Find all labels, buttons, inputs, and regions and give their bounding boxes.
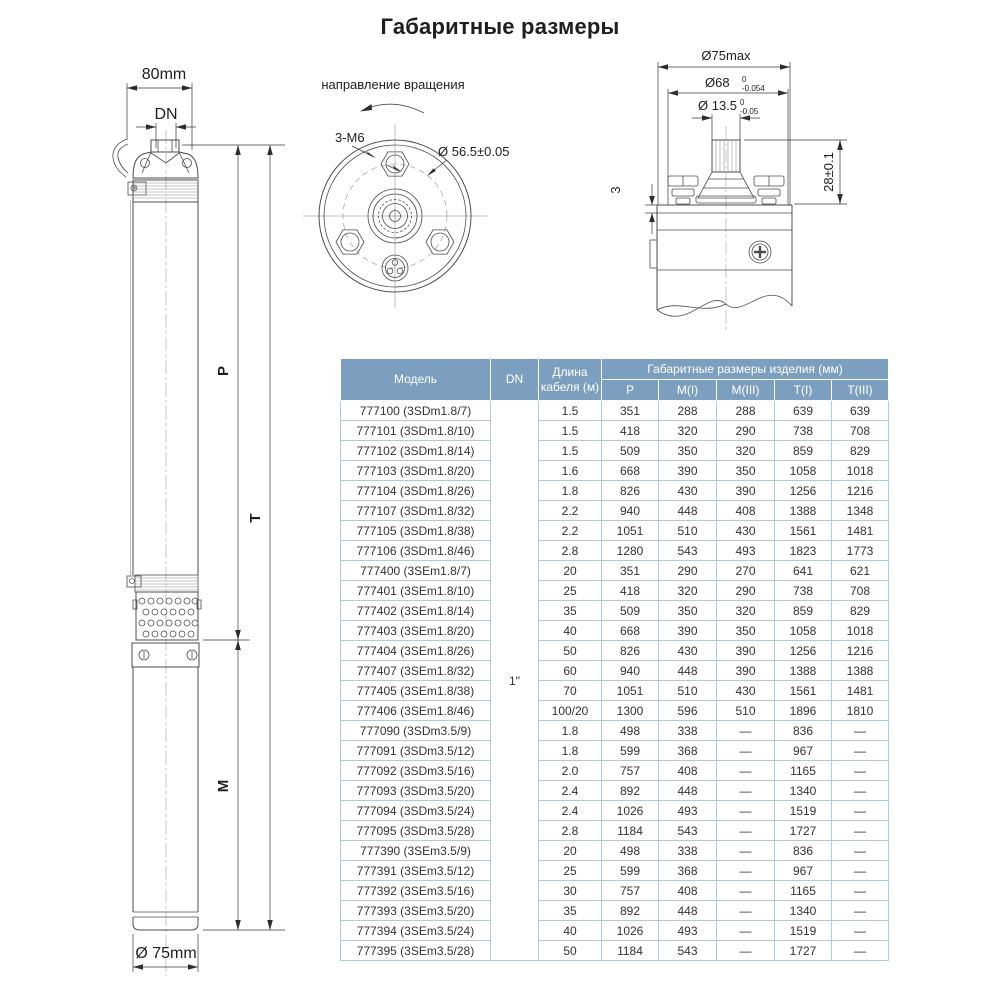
dim-t1-cell: 738	[775, 421, 832, 441]
dim-t1-cell: 1727	[775, 941, 832, 961]
dim-m1-cell: 430	[659, 641, 717, 661]
dim-t3-cell: 1388	[832, 661, 889, 681]
table-row	[341, 901, 889, 921]
header-p: P	[602, 380, 659, 401]
rotation-direction-label: направление вращения	[321, 77, 465, 92]
header-t3: T(III)	[832, 380, 889, 401]
dim-label-diameter-75mm: Ø 75mm	[135, 945, 197, 962]
dim-m1-cell: 596	[659, 701, 717, 721]
dim-m1-cell: 390	[659, 621, 717, 641]
dim-label-d68-tol-bottom: -0.054	[742, 84, 765, 93]
header-dn: DN	[491, 359, 539, 401]
dim-m1-cell: 338	[659, 841, 717, 861]
dim-label-3m6: 3-M6	[335, 130, 365, 145]
dim-t1-cell: 1519	[775, 801, 832, 821]
dim-t3-cell: —	[832, 761, 889, 781]
phillips-screw	[749, 241, 771, 263]
dim-m3-cell: 290	[717, 581, 775, 601]
cable-length-cell: 2.0	[539, 761, 602, 781]
dim-t1-cell: 1388	[775, 501, 832, 521]
model-cell: 777406 (3SEm1.8/46)	[341, 701, 491, 721]
dim-t1-cell: 641	[775, 561, 832, 581]
dim-p-cell: 1184	[602, 821, 659, 841]
dim-t1-cell: 967	[775, 861, 832, 881]
dim-m1-cell: 448	[659, 781, 717, 801]
dim-m1-cell: 390	[659, 461, 717, 481]
cable-length-cell: 2.2	[539, 521, 602, 541]
dim-t3-cell: 708	[832, 581, 889, 601]
dim-t1-cell: 1519	[775, 921, 832, 941]
dim-p-cell: 498	[602, 841, 659, 861]
model-cell: 777102 (3SDm1.8/14)	[341, 441, 491, 461]
dim-m1-cell: 350	[659, 441, 717, 461]
table-row	[341, 561, 889, 581]
dim-m3-cell: 390	[717, 661, 775, 681]
header-t1: T(I)	[775, 380, 832, 401]
cable-length-cell: 40	[539, 621, 602, 641]
dim-label-p: P	[215, 365, 232, 377]
cable-length-cell: 2.2	[539, 501, 602, 521]
dim-m3-cell: —	[717, 801, 775, 821]
cable-length-cell: 1.5	[539, 421, 602, 441]
dim-m3-cell: —	[717, 741, 775, 761]
dim-t3-cell: 708	[832, 421, 889, 441]
dim-t3-cell: 829	[832, 441, 889, 461]
dim-m1-cell: 448	[659, 661, 717, 681]
dim-t3-cell: 1018	[832, 461, 889, 481]
dim-p-cell: 668	[602, 461, 659, 481]
dim-m3-cell: —	[717, 921, 775, 941]
dim-p-cell: 940	[602, 501, 659, 521]
table-row	[341, 801, 889, 821]
table-row	[341, 761, 889, 781]
dim-t1-cell: 639	[775, 401, 832, 421]
table-row	[341, 541, 889, 561]
model-cell: 777402 (3SEm1.8/14)	[341, 601, 491, 621]
dim-p-cell: 1300	[602, 701, 659, 721]
dim-label-28: 28±0.1	[821, 152, 836, 192]
pump-side-view-drawing	[113, 66, 285, 976]
dim-label-flange-3: 3	[608, 186, 623, 194]
dim-m3-cell: 390	[717, 641, 775, 661]
dim-t1-cell: 859	[775, 601, 832, 621]
dim-t3-cell: —	[832, 881, 889, 901]
dim-m3-cell: —	[717, 841, 775, 861]
dim-t1-cell: 1340	[775, 781, 832, 801]
dim-m1-cell: 493	[659, 921, 717, 941]
dim-t3-cell: 1481	[832, 681, 889, 701]
table-row	[341, 681, 889, 701]
dim-p-cell: 757	[602, 881, 659, 901]
table-row	[341, 881, 889, 901]
cable-length-cell: 35	[539, 901, 602, 921]
pump-shaft-detail-drawing	[608, 48, 847, 332]
header-model: Модель	[341, 359, 491, 401]
dim-m3-cell: 350	[717, 461, 775, 481]
table-row	[341, 401, 889, 421]
dim-m1-cell: 288	[659, 401, 717, 421]
dim-t3-cell: 621	[832, 561, 889, 581]
dim-label-d135-tol-top: 0	[740, 98, 745, 107]
table-row	[341, 921, 889, 941]
model-cell: 777401 (3SEm1.8/10)	[341, 581, 491, 601]
table-row	[341, 461, 889, 481]
header-m3: M(III)	[717, 380, 775, 401]
dim-m3-cell: —	[717, 721, 775, 741]
dim-m1-cell: 350	[659, 601, 717, 621]
table-row	[341, 781, 889, 801]
cable-length-cell: 2.4	[539, 801, 602, 821]
model-cell: 777093 (3SDm3.5/20)	[341, 781, 491, 801]
dim-t1-cell: 1256	[775, 481, 832, 501]
header-dimensions-group: Габаритные размеры изделия (мм)	[602, 359, 889, 380]
table-row	[341, 841, 889, 861]
dim-p-cell: 351	[602, 561, 659, 581]
model-cell: 777394 (3SEm3.5/24)	[341, 921, 491, 941]
model-cell: 777091 (3SDm3.5/12)	[341, 741, 491, 761]
dim-m1-cell: 510	[659, 681, 717, 701]
model-cell: 777100 (3SDm1.8/7)	[341, 401, 491, 421]
table-row	[341, 421, 889, 441]
cable-length-cell: 1.6	[539, 461, 602, 481]
cable-length-cell: 2.8	[539, 821, 602, 841]
dim-t1-cell: 1561	[775, 521, 832, 541]
dim-m1-cell: 338	[659, 721, 717, 741]
cable-length-cell: 2.8	[539, 541, 602, 561]
cable-length-cell: 30	[539, 881, 602, 901]
model-cell: 777106 (3SDm1.8/46)	[341, 541, 491, 561]
dim-t3-cell: —	[832, 841, 889, 861]
table-row	[341, 821, 889, 841]
dim-m1-cell: 408	[659, 761, 717, 781]
dim-t1-cell: 1896	[775, 701, 832, 721]
table-row	[341, 721, 889, 741]
dim-label-d68-tol-top: 0	[742, 75, 747, 84]
dim-p-cell: 418	[602, 421, 659, 441]
dim-t1-cell: 836	[775, 841, 832, 861]
model-cell: 777103 (3SDm1.8/20)	[341, 461, 491, 481]
dim-t3-cell: 829	[832, 601, 889, 621]
cable-length-cell: 25	[539, 581, 602, 601]
dim-t3-cell: —	[832, 901, 889, 921]
cable-length-cell: 1.5	[539, 401, 602, 421]
dim-t3-cell: 1773	[832, 541, 889, 561]
cable-length-cell: 1.8	[539, 721, 602, 741]
dim-p-cell: 418	[602, 581, 659, 601]
dim-m1-cell: 448	[659, 901, 717, 921]
dim-t1-cell: 836	[775, 721, 832, 741]
dim-t3-cell: —	[832, 861, 889, 881]
dim-label-d75max: Ø75max	[701, 48, 751, 63]
table-row	[341, 621, 889, 641]
terminal-left	[668, 176, 698, 204]
table-row	[341, 481, 889, 501]
model-cell: 777391 (3SEm3.5/12)	[341, 861, 491, 881]
cable-length-cell: 1.8	[539, 481, 602, 501]
model-cell: 777101 (3SDm1.8/10)	[341, 421, 491, 441]
dim-p-cell: 1026	[602, 801, 659, 821]
dim-t1-cell: 1727	[775, 821, 832, 841]
dim-m1-cell: 448	[659, 501, 717, 521]
dim-label-m: M	[215, 779, 232, 793]
dim-t3-cell: 1018	[832, 621, 889, 641]
dim-t3-cell: —	[832, 821, 889, 841]
model-cell: 777403 (3SEm1.8/20)	[341, 621, 491, 641]
dim-label-t: T	[247, 513, 264, 523]
dim-m3-cell: 270	[717, 561, 775, 581]
model-cell: 777393 (3SEm3.5/20)	[341, 901, 491, 921]
dim-t1-cell: 967	[775, 741, 832, 761]
dim-m3-cell: —	[717, 901, 775, 921]
dim-t3-cell: 639	[832, 401, 889, 421]
dim-label-d68: Ø68	[705, 75, 730, 90]
dim-p-cell: 498	[602, 721, 659, 741]
dim-m3-cell: —	[717, 941, 775, 961]
cable-length-cell: 35	[539, 601, 602, 621]
dim-t1-cell: 1058	[775, 461, 832, 481]
dim-p-cell: 940	[602, 661, 659, 681]
dim-t1-cell: 1058	[775, 621, 832, 641]
dim-m3-cell: —	[717, 881, 775, 901]
dim-t3-cell: —	[832, 721, 889, 741]
dim-m1-cell: 290	[659, 561, 717, 581]
table-row	[341, 661, 889, 681]
dim-t1-cell: 1823	[775, 541, 832, 561]
dn-value-cell: 1"	[491, 401, 539, 961]
dim-p-cell: 826	[602, 481, 659, 501]
model-cell: 777105 (3SDm1.8/38)	[341, 521, 491, 541]
table-row	[341, 861, 889, 881]
dim-p-cell: 892	[602, 901, 659, 921]
dim-m1-cell: 368	[659, 741, 717, 761]
dim-m1-cell: 320	[659, 421, 717, 441]
dim-p-cell: 1051	[602, 681, 659, 701]
dim-m3-cell: —	[717, 781, 775, 801]
dim-m1-cell: 543	[659, 541, 717, 561]
bolt-hex-lower-right	[426, 230, 454, 254]
cable-length-cell: 70	[539, 681, 602, 701]
cable-length-cell: 50	[539, 941, 602, 961]
cable-length-cell: 25	[539, 861, 602, 881]
cable-length-cell: 1.8	[539, 741, 602, 761]
dim-p-cell: 599	[602, 861, 659, 881]
dim-p-cell: 1184	[602, 941, 659, 961]
dim-label-bolt-circle: Ø 56.5±0.05	[438, 144, 510, 159]
dim-p-cell: 668	[602, 621, 659, 641]
model-cell: 777092 (3SDm3.5/16)	[341, 761, 491, 781]
cable-length-cell: 1.5	[539, 441, 602, 461]
dim-m3-cell: 290	[717, 421, 775, 441]
dim-m3-cell: 288	[717, 401, 775, 421]
cable-length-cell: 40	[539, 921, 602, 941]
dim-t1-cell: 1165	[775, 761, 832, 781]
dim-t1-cell: 1256	[775, 641, 832, 661]
cable-length-cell: 20	[539, 841, 602, 861]
dim-m3-cell: —	[717, 861, 775, 881]
dim-t3-cell: —	[832, 941, 889, 961]
table-row	[341, 601, 889, 621]
dim-p-cell: 826	[602, 641, 659, 661]
dim-p-cell: 757	[602, 761, 659, 781]
pump-top-view-drawing	[303, 77, 509, 308]
dim-t1-cell: 738	[775, 581, 832, 601]
dim-m3-cell: 510	[717, 701, 775, 721]
table-row	[341, 741, 889, 761]
dim-m3-cell: 408	[717, 501, 775, 521]
model-cell: 777405 (3SEm1.8/38)	[341, 681, 491, 701]
dim-t1-cell: 1340	[775, 901, 832, 921]
model-cell: 777095 (3SDm3.5/28)	[341, 821, 491, 841]
cable-length-cell: 2.4	[539, 781, 602, 801]
model-cell: 777404 (3SEm1.8/26)	[341, 641, 491, 661]
table-row	[341, 581, 889, 601]
model-cell: 777090 (3SDm3.5/9)	[341, 721, 491, 741]
cable-length-cell: 50	[539, 641, 602, 661]
dim-m3-cell: —	[717, 761, 775, 781]
dim-m3-cell: 320	[717, 441, 775, 461]
model-cell: 777400 (3SEm1.8/7)	[341, 561, 491, 581]
dim-p-cell: 509	[602, 441, 659, 461]
dim-t1-cell: 1388	[775, 661, 832, 681]
model-cell: 777107 (3SDm1.8/32)	[341, 501, 491, 521]
header-cable-length: Длина кабеля (м)	[539, 359, 602, 401]
dim-m1-cell: 543	[659, 941, 717, 961]
model-cell: 777392 (3SEm3.5/16)	[341, 881, 491, 901]
dim-p-cell: 509	[602, 601, 659, 621]
dim-t3-cell: 1216	[832, 481, 889, 501]
dim-t3-cell: 1216	[832, 641, 889, 661]
model-cell: 777094 (3SDm3.5/24)	[341, 801, 491, 821]
dim-t3-cell: —	[832, 741, 889, 761]
dim-m1-cell: 368	[659, 861, 717, 881]
dimensions-table	[340, 358, 889, 961]
dim-t3-cell: —	[832, 921, 889, 941]
dim-m1-cell: 408	[659, 881, 717, 901]
dimensions-table-body	[341, 401, 889, 961]
dim-label-d135-tol-bottom: -0.05	[740, 107, 759, 116]
dim-m3-cell: —	[717, 821, 775, 841]
terminal-right	[754, 176, 784, 204]
dim-t1-cell: 1165	[775, 881, 832, 901]
cable-length-cell: 100/20	[539, 701, 602, 721]
dim-m1-cell: 510	[659, 521, 717, 541]
model-cell: 777390 (3SEm3.5/9)	[341, 841, 491, 861]
dim-m1-cell: 430	[659, 481, 717, 501]
table-row	[341, 441, 889, 461]
table-row	[341, 501, 889, 521]
dim-t3-cell: —	[832, 781, 889, 801]
dim-t1-cell: 1561	[775, 681, 832, 701]
dim-p-cell: 599	[602, 741, 659, 761]
page-title: Габаритные размеры	[380, 14, 620, 39]
dim-m1-cell: 493	[659, 801, 717, 821]
dim-m3-cell: 350	[717, 621, 775, 641]
dim-p-cell: 1280	[602, 541, 659, 561]
cable-length-cell: 20	[539, 561, 602, 581]
dim-p-cell: 892	[602, 781, 659, 801]
table-row	[341, 941, 889, 961]
dim-t3-cell: 1481	[832, 521, 889, 541]
dim-label-dn: DN	[154, 106, 178, 123]
model-cell: 777407 (3SEm1.8/32)	[341, 661, 491, 681]
model-cell: 777395 (3SEm3.5/28)	[341, 941, 491, 961]
model-cell: 777104 (3SDm1.8/26)	[341, 481, 491, 501]
table-row	[341, 701, 889, 721]
dim-m3-cell: 493	[717, 541, 775, 561]
table-row	[341, 641, 889, 661]
dim-t3-cell: —	[832, 801, 889, 821]
dim-m1-cell: 320	[659, 581, 717, 601]
dim-p-cell: 1051	[602, 521, 659, 541]
dim-t3-cell: 1348	[832, 501, 889, 521]
dim-t1-cell: 859	[775, 441, 832, 461]
dim-m3-cell: 430	[717, 681, 775, 701]
dim-p-cell: 1026	[602, 921, 659, 941]
dim-p-cell: 351	[602, 401, 659, 421]
header-m1: M(I)	[659, 380, 717, 401]
dim-label-80mm: 80mm	[141, 66, 187, 83]
dim-m3-cell: 390	[717, 481, 775, 501]
dim-m3-cell: 430	[717, 521, 775, 541]
dim-t3-cell: 1810	[832, 701, 889, 721]
table-row	[341, 521, 889, 541]
cable-length-cell: 60	[539, 661, 602, 681]
dim-m3-cell: 320	[717, 601, 775, 621]
dim-m1-cell: 543	[659, 821, 717, 841]
dim-label-d135: Ø 13.5	[698, 98, 738, 113]
